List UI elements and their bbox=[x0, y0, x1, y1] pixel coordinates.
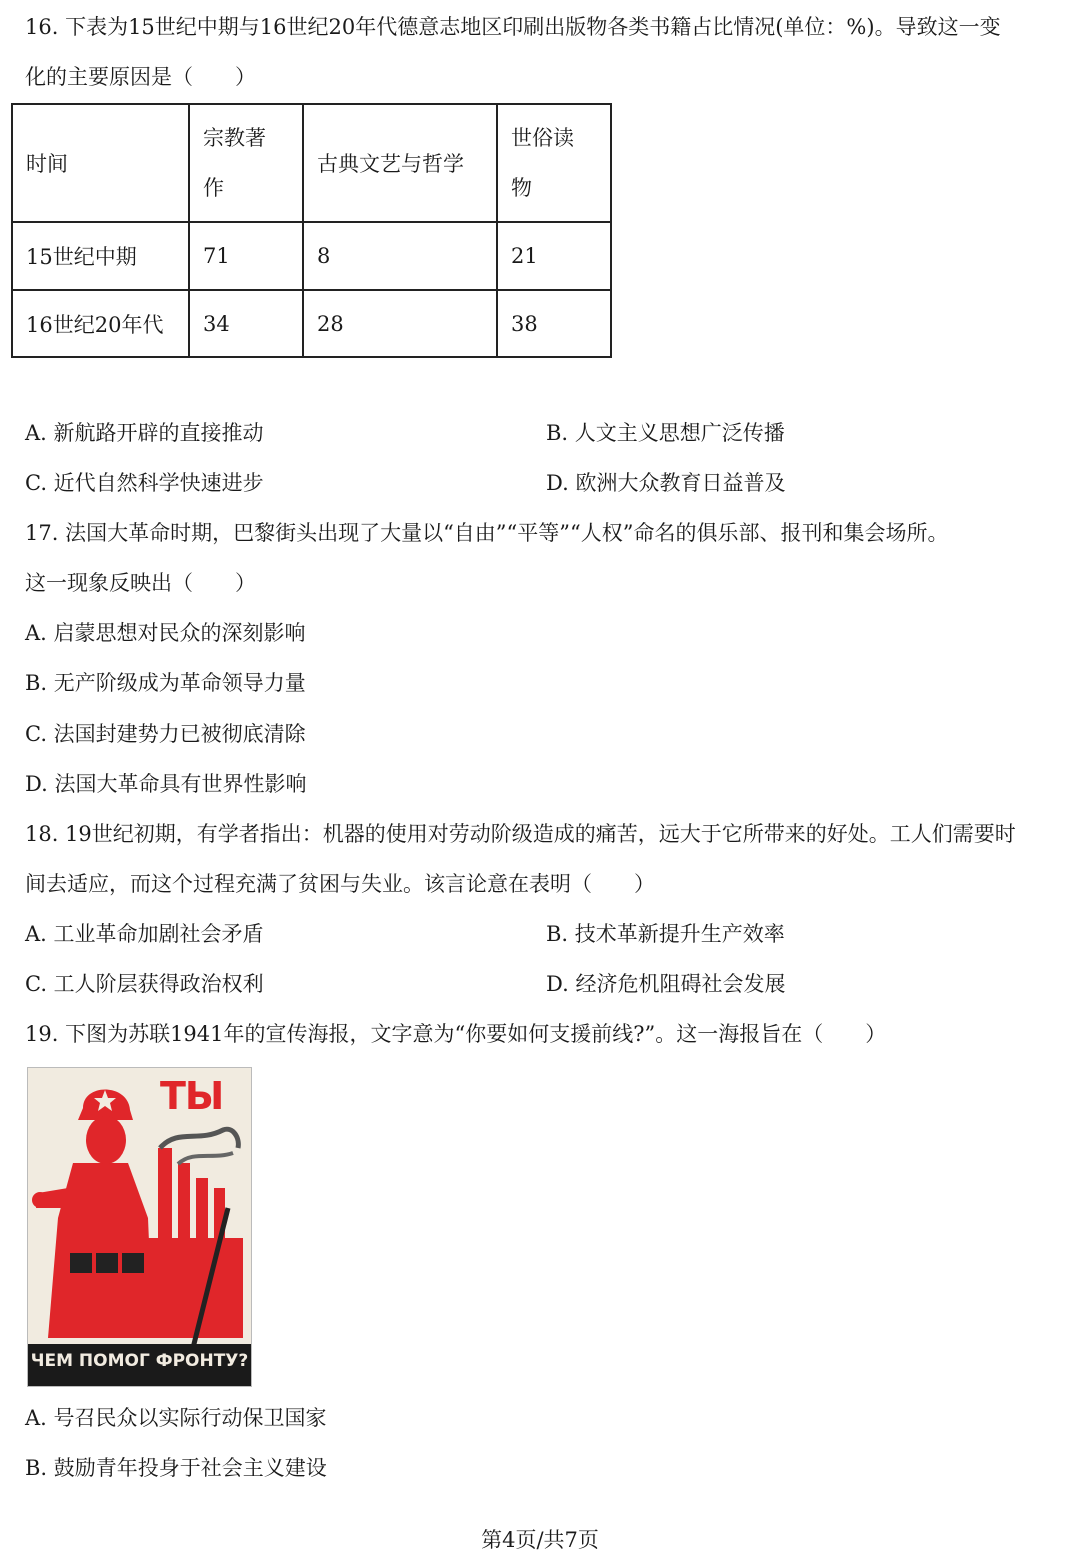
header-religion: 宗教著 作 bbox=[189, 104, 303, 222]
table-cell: 8 bbox=[303, 222, 497, 290]
q18-stem-line2: 间去适应，而这个过程充满了贫困与失业。该言论意在表明（ ） bbox=[25, 872, 655, 896]
table-row bbox=[12, 222, 611, 290]
q16-option-b[interactable]: B. 人文主义思想广泛传播 bbox=[546, 421, 785, 445]
q16-stem-line2: 化的主要原因是（ ） bbox=[25, 65, 256, 89]
q18-option-a[interactable]: A. 工业革命加剧社会矛盾 bbox=[25, 922, 264, 946]
poster-top-text: ТЫ bbox=[160, 1074, 224, 1118]
table-cell: 15世纪中期 bbox=[12, 222, 189, 290]
table-cell: 16世纪20年代 bbox=[12, 290, 189, 357]
q16-option-a[interactable]: A. 新航路开辟的直接推动 bbox=[25, 421, 264, 445]
table-cell: 28 bbox=[303, 290, 497, 357]
q19-stem-line1: 19. 下图为苏联1941年的宣传海报，文字意为“你要如何支援前线?”。这一海报旨在（ ） bbox=[25, 1022, 887, 1046]
q17-option-c[interactable]: C. 法国封建势力已被彻底清除 bbox=[25, 722, 306, 746]
q18-option-b[interactable]: B. 技术革新提升生产效率 bbox=[546, 922, 785, 946]
table-cell: 38 bbox=[497, 290, 611, 357]
q17-option-d[interactable]: D. 法国大革命具有世界性影响 bbox=[25, 772, 307, 796]
q19-option-a[interactable]: A. 号召民众以实际行动保卫国家 bbox=[25, 1406, 327, 1430]
header-classics: 古典文艺与哲学 bbox=[303, 104, 497, 222]
q17-option-a[interactable]: A. 启蒙思想对民众的深刻影响 bbox=[25, 621, 306, 645]
q17-stem-line1: 17. 法国大革命时期，巴黎街头出现了大量以“自由”“平等”“人权”命名的俱乐部、报刊和集会场所。 bbox=[25, 521, 949, 545]
header-secular: 世俗读 物 bbox=[497, 104, 611, 222]
q17-option-b[interactable]: B. 无产阶级成为革命领导力量 bbox=[25, 671, 306, 695]
q18-option-c[interactable]: C. 工人阶层获得政治权利 bbox=[25, 972, 264, 996]
poster-bottom-text: ЧЕМ ПОМОГ ФРОНТУ? bbox=[30, 1351, 249, 1371]
soviet-propaganda-poster bbox=[27, 1067, 252, 1387]
page-footer: 第4页/共7页 bbox=[481, 1528, 599, 1552]
q16-option-d[interactable]: D. 欧洲大众教育日益普及 bbox=[546, 471, 786, 495]
q16-option-c[interactable]: C. 近代自然科学快速进步 bbox=[25, 471, 264, 495]
table-cell: 71 bbox=[189, 222, 303, 290]
q16-data-table bbox=[11, 103, 612, 358]
table-row bbox=[12, 290, 611, 357]
q18-stem-line1: 18. 19世纪初期，有学者指出：机器的使用对劳动阶级造成的痛苦，远大于它所带来的好处。工人们需要时 bbox=[25, 822, 1016, 846]
table-cell: 21 bbox=[497, 222, 611, 290]
q17-stem-line2: 这一现象反映出（ ） bbox=[25, 571, 256, 595]
q18-option-d[interactable]: D. 经济危机阻碍社会发展 bbox=[546, 972, 786, 996]
q16-stem-line1: 16. 下表为15世纪中期与16世纪20年代德意志地区印刷出版物各类书籍占比情况(单位：%)。导致这一变 bbox=[25, 15, 1001, 39]
table-cell: 34 bbox=[189, 290, 303, 357]
table-header-row bbox=[12, 104, 611, 222]
q19-option-b[interactable]: B. 鼓励青年投身于社会主义建设 bbox=[25, 1456, 327, 1480]
header-time: 时间 bbox=[12, 104, 189, 222]
